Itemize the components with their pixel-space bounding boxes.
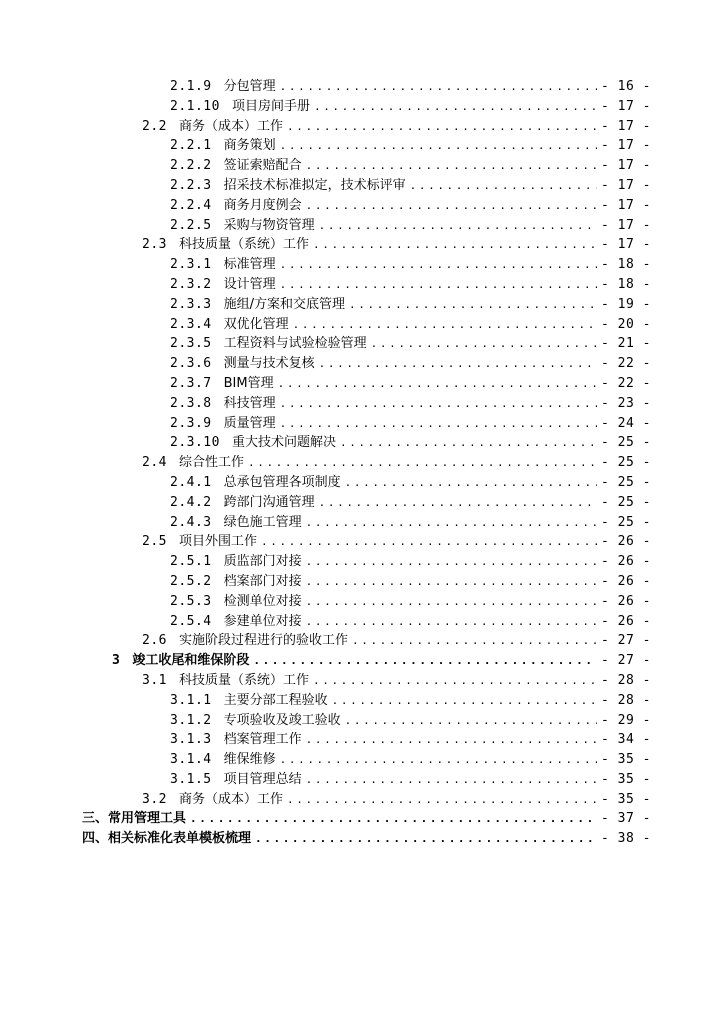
toc-dot-leader: [306, 552, 597, 572]
toc-entry-page-number: - 25 -: [601, 514, 651, 530]
toc-entry-title: 科技质量（系统）工作: [178, 237, 309, 253]
toc-entry-title: 签证索赔配合: [223, 158, 302, 174]
toc-entry-number: 2.2.1: [170, 138, 212, 154]
toc-dot-leader: [253, 651, 597, 671]
toc-entry-page-number: - 34 -: [601, 732, 651, 748]
toc-entry-page-number: - 17 -: [601, 217, 651, 233]
toc-entry-number: 3.1: [142, 672, 167, 688]
toc-entry-number: 3: [112, 653, 121, 669]
toc-entry[interactable]: [0, 216, 724, 236]
toc-entry[interactable]: [0, 235, 724, 255]
toc-entry[interactable]: [0, 612, 724, 632]
toc-entry-title: 工程资料与试验检验管理: [223, 336, 367, 352]
toc-entry[interactable]: [0, 117, 724, 137]
toc-entry[interactable]: [0, 532, 724, 552]
toc-dot-leader: [306, 196, 597, 216]
toc-entry-number: 3.1.5: [170, 771, 212, 787]
toc-entry[interactable]: [0, 711, 724, 731]
toc-entry-title: 施组/方案和交底管理: [223, 296, 346, 312]
toc-entry-title: 综合性工作: [178, 455, 244, 471]
toc-entry-title: 总承包管理各项制度: [223, 474, 341, 490]
toc-entry-number: 三、: [82, 811, 109, 827]
toc-entry[interactable]: [0, 354, 724, 374]
toc-dot-leader: [306, 730, 597, 750]
toc-entry-number: 2.3.7: [170, 375, 212, 391]
toc-entry-number: 四、: [82, 831, 109, 847]
toc-dot-leader: [345, 711, 597, 731]
toc-entry[interactable]: [0, 572, 724, 592]
toc-entry-title: 商务（成本）工作: [178, 791, 283, 807]
toc-dot-leader: [314, 97, 597, 117]
toc-entry-number: 2.3.1: [170, 257, 212, 273]
toc-entry[interactable]: [0, 315, 724, 335]
toc-entry-number: 2.3.8: [170, 395, 212, 411]
toc-entry-page-number: - 25 -: [601, 474, 651, 490]
toc-entry-number: 2.2.3: [170, 177, 212, 193]
toc-entry-page-number: - 35 -: [601, 752, 651, 768]
toc-entry-page-number: - 18 -: [601, 257, 651, 273]
toc-dot-leader: [287, 117, 597, 137]
toc-entry-number: 2.1.9: [170, 79, 212, 94]
toc-dot-leader: [280, 750, 597, 770]
toc-entry-number: 3.2: [142, 791, 167, 807]
toc-dot-leader: [371, 334, 597, 354]
toc-entry-page-number: - 17 -: [601, 237, 651, 253]
toc-dot-leader: [345, 473, 597, 493]
toc-entry-title: 测量与技术复核: [223, 356, 315, 372]
toc-entry-title: 质量管理: [223, 415, 276, 431]
toc-dot-leader: [306, 592, 597, 612]
toc-dot-leader: [280, 275, 597, 295]
toc-entry[interactable]: [0, 275, 724, 295]
toc-dot-leader: [306, 572, 597, 592]
toc-entry[interactable]: [0, 295, 724, 315]
toc-entry-title: 检测单位对接: [223, 593, 302, 609]
toc-entry-title: 绿色施工管理: [223, 514, 302, 530]
toc-entry-number: 2.3.4: [170, 316, 212, 332]
toc-entry-page-number: - 17 -: [601, 197, 651, 213]
toc-entry-title: 参建单位对接: [223, 613, 302, 629]
toc-entry-title: 重大技术问题解决: [231, 435, 336, 451]
toc-entry-page-number: - 18 -: [601, 276, 651, 292]
toc-entry-title: 招采技术标准拟定，技术标评审: [223, 177, 406, 193]
toc-entry[interactable]: [0, 592, 724, 612]
toc-entry-number: 2.4.2: [170, 494, 212, 510]
toc-entry-page-number: - 28 -: [601, 672, 651, 688]
toc-dot-leader: [287, 790, 597, 810]
toc-entry-page-number: - 27 -: [601, 653, 651, 669]
toc-dot-leader: [306, 612, 597, 632]
toc-dot-leader: [306, 156, 597, 176]
toc-entry-page-number: - 25 -: [601, 435, 651, 451]
toc-entry-title: 标准管理: [223, 257, 276, 273]
toc-entry-page-number: - 24 -: [601, 415, 651, 431]
toc-entry-page-number: - 26 -: [601, 554, 651, 570]
toc-entry[interactable]: [0, 730, 724, 750]
toc-entry[interactable]: [0, 770, 724, 790]
toc-dot-leader: [293, 315, 597, 335]
toc-entry-number: 3.1.1: [170, 692, 212, 708]
toc-dot-leader: [255, 829, 597, 849]
toc-entry[interactable]: [0, 156, 724, 176]
toc-dot-leader: [352, 631, 597, 651]
toc-entry-title: 项目外围工作: [178, 534, 257, 550]
toc-entry-title: 商务（成本）工作: [178, 118, 283, 134]
toc-entry-title: 跨部门沟通管理: [223, 494, 315, 510]
toc-entry-page-number: - 17 -: [601, 177, 651, 193]
toc-dot-leader: [190, 809, 597, 829]
toc-entry-number: 2.5.3: [170, 593, 212, 609]
toc-entry[interactable]: [0, 552, 724, 572]
toc-entry-number: 2.5.1: [170, 554, 212, 570]
toc-entry[interactable]: [0, 809, 724, 829]
toc-entry-title: 常用管理工具: [108, 811, 187, 827]
toc-dot-leader: [313, 671, 597, 691]
toc-entry-title: 项目管理总结: [223, 771, 302, 787]
toc-entry-page-number: - 25 -: [601, 455, 651, 471]
toc-entry-title: 竣工收尾和维保阶段: [132, 653, 250, 669]
toc-entry-number: 3.1.2: [170, 712, 212, 728]
toc-entry-page-number: - 26 -: [601, 593, 651, 609]
toc-entry[interactable]: [0, 671, 724, 691]
toc-entry-page-number: - 38 -: [601, 831, 651, 847]
toc-entry[interactable]: [0, 176, 724, 196]
toc-entry-title: 项目房间手册: [231, 98, 310, 114]
toc-entry[interactable]: [0, 453, 724, 473]
toc-entry[interactable]: [0, 433, 724, 453]
toc-entry-page-number: - 35 -: [601, 771, 651, 787]
toc-dot-leader: [306, 513, 597, 533]
toc-dot-leader: [261, 532, 597, 552]
toc-entry-title: 档案部门对接: [223, 573, 302, 589]
toc-entry-page-number: - 17 -: [601, 118, 651, 134]
toc-entry-number: 2.3.2: [170, 276, 212, 292]
toc-entry-title: 商务策划: [223, 138, 276, 154]
toc-entry-number: 2.5.4: [170, 613, 212, 629]
toc-dot-leader: [319, 493, 597, 513]
toc-entry[interactable]: [0, 750, 724, 770]
toc-entry-page-number: - 26 -: [601, 573, 651, 589]
toc-entry-page-number: - 17 -: [601, 98, 651, 114]
toc-entry-title: 分包管理: [223, 79, 276, 94]
toc-entry-number: 2.5.2: [170, 573, 212, 589]
toc-entry[interactable]: [0, 651, 724, 671]
toc-entry-number: 2.3.10: [170, 435, 220, 451]
toc-entry-title: 专项验收及竣工验收: [223, 712, 341, 728]
toc-entry-title: 主要分部工程验收: [223, 692, 328, 708]
toc-entry-number: 2.5: [142, 534, 167, 550]
toc-entry-number: 2.4.3: [170, 514, 212, 530]
toc-dot-leader: [280, 255, 597, 275]
toc-entry-page-number: - 16 -: [601, 79, 651, 94]
toc-entry[interactable]: [0, 414, 724, 434]
toc-entry-page-number: - 35 -: [601, 791, 651, 807]
toc-dot-leader: [280, 136, 597, 156]
table-of-contents: [0, 77, 724, 849]
toc-entry[interactable]: [0, 473, 724, 493]
toc-entry-title: 商务月度例会: [223, 197, 302, 213]
toc-entry-number: 2.3.9: [170, 415, 212, 431]
toc-entry[interactable]: [0, 196, 724, 216]
toc-entry-page-number: - 17 -: [601, 138, 651, 154]
toc-dot-leader: [278, 374, 597, 394]
toc-entry-title: 档案管理工作: [223, 732, 302, 748]
toc-entry[interactable]: [0, 790, 724, 810]
toc-entry-page-number: - 19 -: [601, 296, 651, 312]
toc-entry[interactable]: [0, 631, 724, 651]
toc-entry-page-number: - 25 -: [601, 494, 651, 510]
toc-entry[interactable]: [0, 97, 724, 117]
toc-entry-title: 设计管理: [223, 276, 276, 292]
toc-entry-title: 维保维修: [223, 752, 276, 768]
toc-entry-title: 科技质量（系统）工作: [178, 672, 309, 688]
toc-entry-number: 2.2: [142, 118, 167, 134]
toc-entry-page-number: - 37 -: [601, 811, 651, 827]
toc-entry-number: 2.6: [142, 633, 167, 649]
toc-entry-number: 2.4.1: [170, 474, 212, 490]
toc-entry-title: 质监部门对接: [223, 554, 302, 570]
toc-dot-leader: [280, 77, 597, 97]
toc-dot-leader: [332, 691, 597, 711]
toc-entry-number: 2.2.4: [170, 197, 212, 213]
toc-dot-leader: [248, 453, 597, 473]
toc-entry[interactable]: [0, 136, 724, 156]
toc-entry[interactable]: [0, 691, 724, 711]
toc-entry-page-number: - 23 -: [601, 395, 651, 411]
toc-entry-number: 2.2.2: [170, 158, 212, 174]
toc-entry-number: 2.4: [142, 455, 167, 471]
toc-entry-title: 科技管理: [223, 395, 276, 411]
toc-entry-page-number: - 20 -: [601, 316, 651, 332]
toc-dot-leader: [319, 216, 597, 236]
toc-entry[interactable]: [0, 394, 724, 414]
toc-entry-number: 2.3: [142, 237, 167, 253]
toc-entry[interactable]: [0, 513, 724, 533]
toc-entry-title: 采购与物资管理: [223, 217, 315, 233]
toc-entry-number: 2.1.10: [170, 98, 220, 114]
toc-entry[interactable]: [0, 334, 724, 354]
toc-entry-number: 2.3.3: [170, 296, 212, 312]
toc-entry-number: 2.3.5: [170, 336, 212, 352]
toc-dot-leader: [306, 770, 597, 790]
toc-dot-leader: [280, 414, 597, 434]
toc-entry-title: BIM管理: [223, 375, 274, 391]
toc-entry-number: 2.2.5: [170, 217, 212, 233]
toc-dot-leader: [349, 295, 597, 315]
toc-entry[interactable]: [0, 493, 724, 513]
toc-entry-number: 3.1.3: [170, 732, 212, 748]
toc-entry-page-number: - 17 -: [601, 158, 651, 174]
toc-entry-title: 相关标准化表单模板梳理: [108, 831, 252, 847]
toc-entry[interactable]: [0, 77, 724, 97]
toc-entry-page-number: - 28 -: [601, 692, 651, 708]
toc-entry[interactable]: [0, 374, 724, 394]
toc-entry[interactable]: [0, 255, 724, 275]
toc-entry-page-number: - 26 -: [601, 613, 651, 629]
toc-entry-number: 3.1.4: [170, 752, 212, 768]
toc-entry-number: 2.3.6: [170, 356, 212, 372]
toc-dot-leader: [410, 176, 597, 196]
toc-entry-page-number: - 22 -: [601, 356, 651, 372]
toc-dot-leader: [340, 433, 597, 453]
toc-entry-title: 双优化管理: [223, 316, 289, 332]
toc-dot-leader: [313, 235, 597, 255]
toc-entry[interactable]: [0, 829, 724, 849]
toc-entry-page-number: - 22 -: [601, 375, 651, 391]
toc-dot-leader: [319, 354, 597, 374]
toc-dot-leader: [280, 394, 597, 414]
toc-entry-page-number: - 27 -: [601, 633, 651, 649]
toc-entry-page-number: - 21 -: [601, 336, 651, 352]
toc-entry-page-number: - 26 -: [601, 534, 651, 550]
toc-entry-page-number: - 29 -: [601, 712, 651, 728]
toc-entry-title: 实施阶段过程进行的验收工作: [178, 633, 348, 649]
